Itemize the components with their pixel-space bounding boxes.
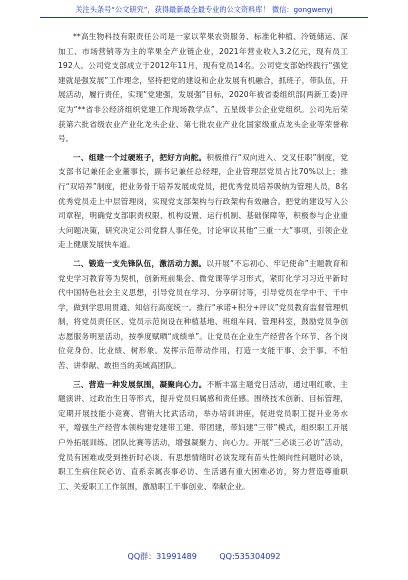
section-one-heading: 一、组建一个过硬班子，把好方向舵。	[73, 152, 207, 162]
footer-qq-contact: QQ:535304092	[219, 552, 281, 561]
intro-text: **高生物科技有限责任公司是一家以苹果农资服务、标准化种植、冷链储运、深加工、市场营销等为主的苹果全产业链企业，2021年营业收入3.2亿元，现有员工192人。公司党支部成立于2012年11月，现有党员14名。公司党支部始终践行“强党建就是强发展”工作理念，坚持把党的建设和企业发展有机融合，抓班子，带队伍，开展活动，履行责任，实现“党建强，发展强”目标，2020年被省委组织部(两新工委)评定为“**省非公经济组织党建工作现场教学点”、五星级非公企业党组织。公司先后荣获第六批省级农业产业化龙头企业、第七批农业产业化国家级重点龙头企业等荣誉称号。	[58, 32, 348, 144]
section-one-paragraph	[58, 151, 348, 253]
section-two-heading: 二、锻造一支先锋队伍，激活动力源。	[73, 258, 207, 268]
section-three-heading: 三、营造一种发展氛围，凝聚向心力。	[73, 379, 207, 389]
section-three-text: 不断丰富主题党日活动，通过唱红歌、主题演讲、过政治生日等形式，提升党员归属感和责任感。围绕技术创新、目标管理，定期开展技能小竞赛、营销大比武活动，举办培训讲座，促进党员职工提升业务水平，增强生产经营本领构建党建带工建、带团建，带妇建“三带”模式，组织职工开展户外拓展训练、团队比赛等活动，增强凝聚力、向心力。开展“三必谈三必访”活动，党员有困难或受到挫折时必谈、有思想情绪时必谈发现有苗头性倾向性问题时必谈，职工生病住院必访、直系亲属丧事必访、生活遇有重大困难必访，努力营造尊重职工、关爱职工工作氛围，激励职工干事创业、奉献企业。	[58, 379, 348, 491]
page-header	[0, 0, 408, 20]
section-two-text: 以开展“不忘初心、牢记使命”主题教育和党史学习教育等为契机，创新班前集会、微党课等学习形式，紧盯化学习习近平新时代中国特色社会主义思想，引导党员在学习、分享研讨等，引导党员在学中干、干中学，做到学思用贯通、知信行高度统一。推行“承诺+积分+评议”党员教育监督管理机制，将党员责任区、党员示范岗设在种植基地、班组车间、管理科室，鼓励党员争创志愿服务明星活动，按季度赋晒“成绩单”。让党员在企业生产经营各个环节、各个岗位竞身份、比业绩、树形象。发挥示范带动作用，打造一支能干事、会干事、不怕苦、讲奉献、敢担当的美域高团队。	[58, 258, 349, 371]
header-text: 关注头条号“公文研究”，获得最新最全最专业的公文资料库！ 微信：gongwenyj	[75, 5, 333, 14]
header-divider	[40, 17, 368, 18]
section-two-paragraph	[58, 257, 348, 374]
intro-paragraph	[58, 30, 348, 147]
section-one-text: 积极推行“双向进入、交叉任职”制度，党支部书记兼任企业董事长，副书记兼任总经理，企业管理层党员占比70%以上；推行“双培养”制度，把业务骨干培养发展成党员，把优秀党员培养吸纳为管理人员，8名优秀党员走上中层管理岗，实现党支部架构与行政架构有效融合。把党的建设写入公司章程，明确党支部职责权限、机构设置、运行机制、基础保障等，积极参与企业重大问题决策，研究决定公司党群人事任免，讨论审议其他“三重一大”事项，引领企业走上健康发展快车道。	[58, 152, 349, 250]
footer-qq-group: QQ群：31991489	[127, 552, 197, 561]
section-three-paragraph	[58, 378, 348, 495]
page-footer	[0, 547, 408, 567]
document-body	[58, 30, 348, 498]
